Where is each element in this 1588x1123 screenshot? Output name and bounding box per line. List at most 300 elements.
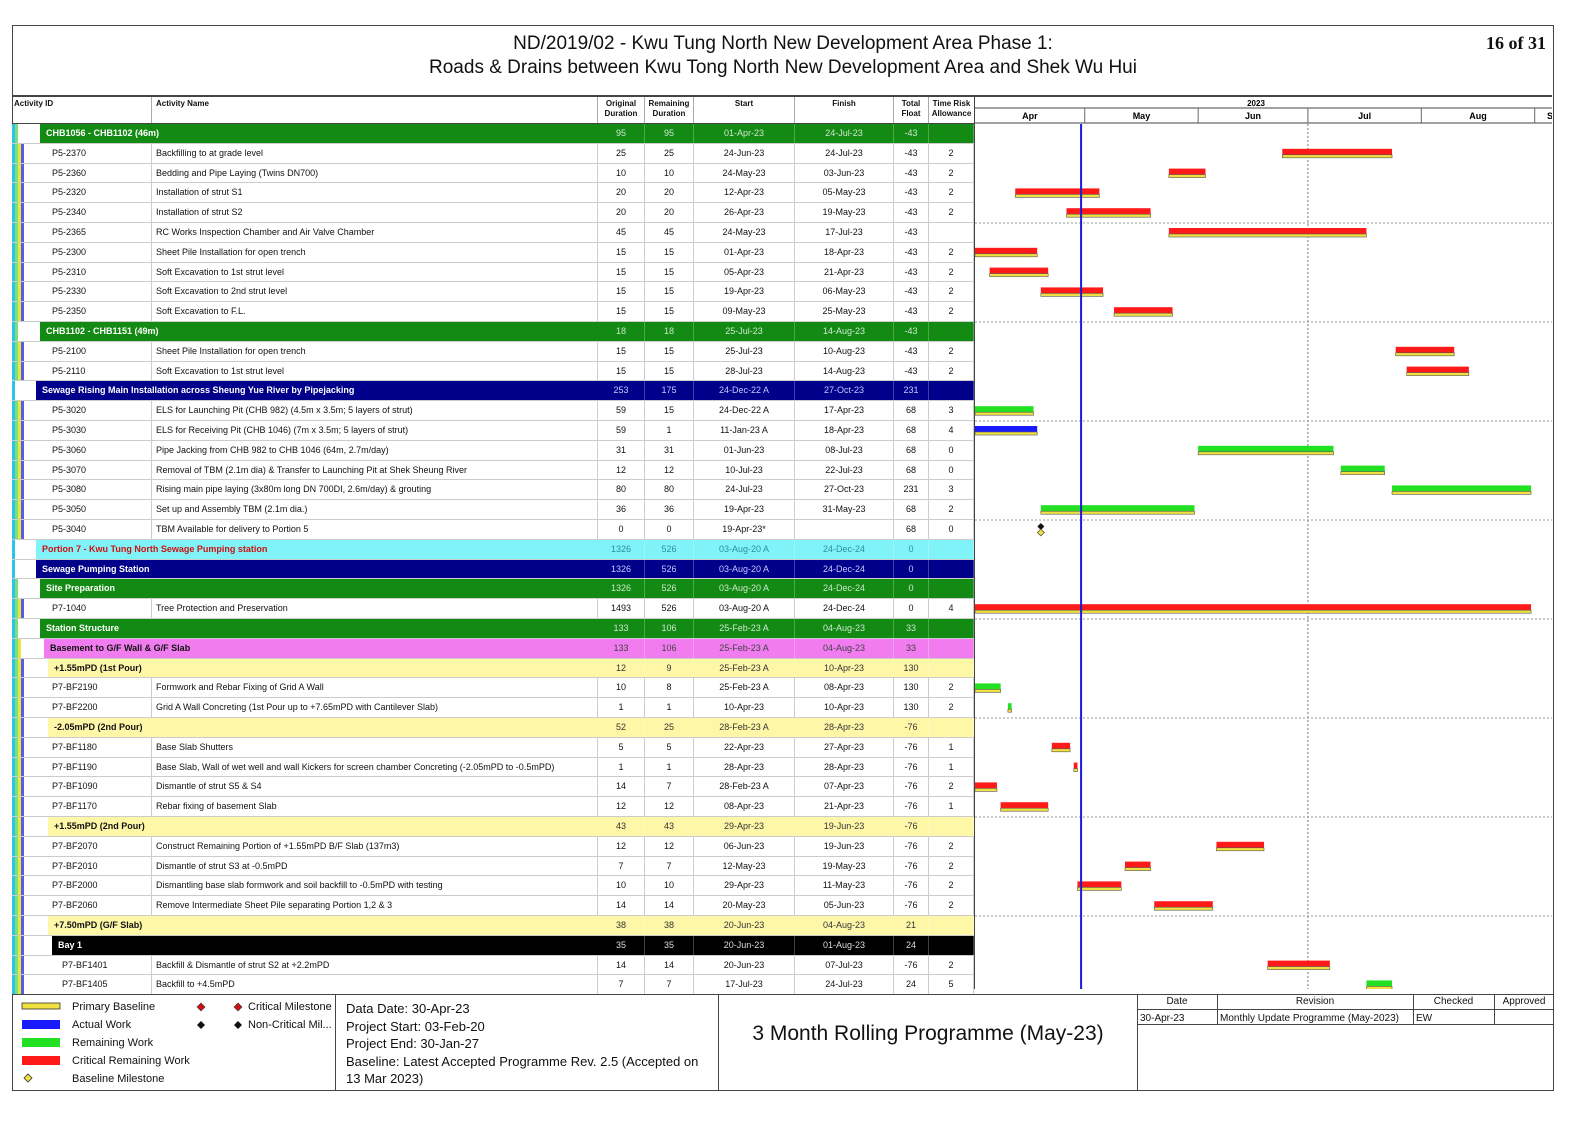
finish-date: 05-Jun-23: [795, 896, 894, 915]
time-risk-allowance: 2: [929, 302, 974, 321]
start-date: 11-Jan-23 A: [694, 421, 795, 440]
total-float: 68: [894, 500, 929, 519]
group-total-float: 33: [894, 639, 929, 658]
group-start: 29-Apr-23: [694, 817, 795, 836]
baseline-bar: [1216, 848, 1264, 851]
original-duration: 1493: [598, 599, 645, 618]
group-time-risk: [929, 322, 974, 341]
original-duration: 7: [598, 857, 645, 876]
activity-bar: [1341, 466, 1385, 472]
col-finish[interactable]: Finish: [795, 97, 894, 123]
group-remaining-duration: 526: [645, 540, 694, 559]
group-original-duration: 18: [598, 322, 645, 341]
project-info: [346, 1000, 711, 1088]
legend-critical-work: Critical Remaining Work: [72, 1055, 190, 1067]
outline-stripe: [15, 619, 18, 638]
finish-date: 07-Jul-23: [795, 956, 894, 975]
col-original-duration-l2: Duration: [604, 109, 638, 118]
legend-critical-milestone: Critical Milestone: [248, 1001, 332, 1013]
start-date: 03-Aug-20 A: [694, 599, 795, 618]
finish-date: 24-Jul-23: [795, 144, 894, 163]
activity-row[interactable]: [12, 738, 974, 758]
group-remaining-duration: 106: [645, 619, 694, 638]
activity-row[interactable]: [12, 857, 974, 877]
activity-id: P7-BF1170: [12, 797, 152, 816]
activity-row[interactable]: [12, 758, 974, 778]
group-finish: 24-Dec-24: [795, 540, 894, 559]
original-duration: 10: [598, 876, 645, 895]
activity-bar: [1268, 961, 1330, 967]
start-date: 10-Jul-23: [694, 461, 795, 480]
remaining-duration: 1: [645, 758, 694, 777]
start-date: 09-May-23: [694, 302, 795, 321]
activity-id: P5-3020: [12, 401, 152, 420]
baseline-bar: [975, 412, 1034, 415]
activity-row[interactable]: [12, 164, 974, 184]
footer-divider: [718, 994, 719, 1091]
month-label: Apr: [1022, 111, 1038, 121]
baseline-bar: [1282, 155, 1392, 158]
month-label: Aug: [1469, 111, 1487, 121]
remaining-duration: 5: [645, 738, 694, 757]
group-finish: 24-Dec-24: [795, 560, 894, 579]
activity-row[interactable]: [12, 282, 974, 302]
group-row[interactable]: [12, 639, 974, 659]
baseline-bar: [1001, 808, 1049, 811]
finish-date: 27-Apr-23: [795, 738, 894, 757]
baseline-bar: [1169, 234, 1367, 237]
total-float: -76: [894, 896, 929, 915]
project-end: Project End: 30-Jan-27: [346, 1036, 479, 1051]
activity-id: P7-BF1405: [12, 975, 152, 994]
baseline-note: Baseline: Latest Accepted Programme Rev. 2.5 (Accepted on 13 Mar 2023): [346, 1053, 699, 1086]
total-float: -76: [894, 777, 929, 796]
group-total-float: -76: [894, 718, 929, 737]
revision-date-header: Date: [1166, 996, 1188, 1007]
time-risk-allowance: 2: [929, 777, 974, 796]
finish-date: 06-May-23: [795, 282, 894, 301]
legend-primary-baseline: Primary Baseline: [72, 1001, 156, 1013]
activity-id: P5-3030: [12, 421, 152, 440]
activity-row[interactable]: [12, 975, 974, 995]
activity-row[interactable]: [12, 302, 974, 322]
outline-stripe: [12, 560, 15, 579]
activity-row[interactable]: [12, 263, 974, 283]
remaining-duration: 80: [645, 480, 694, 499]
group-label: Sewage Pumping Station: [42, 563, 150, 574]
activity-name: Base Slab, Wall of wet well and wall Kickers for screen chamber Concreting (-2.05mPD to -0.5mPD): [152, 758, 598, 777]
activity-row[interactable]: [12, 362, 974, 382]
total-float: -43: [894, 282, 929, 301]
original-duration: 10: [598, 678, 645, 697]
activity-bar: [1015, 188, 1099, 194]
group-finish: 10-Apr-23: [795, 659, 894, 678]
finish-date: 27-Oct-23: [795, 480, 894, 499]
activity-name: TBM Available for delivery to Portion 5: [152, 520, 598, 539]
activity-row[interactable]: [12, 401, 974, 421]
group-time-risk: [929, 560, 974, 579]
group-row[interactable]: [12, 579, 974, 599]
remaining-duration: 36: [645, 500, 694, 519]
activity-bar: [1052, 743, 1070, 749]
finish-date: 31-May-23: [795, 500, 894, 519]
finish-date: 24-Dec-24: [795, 599, 894, 618]
activity-name: ELS for Launching Pit (CHB 982) (4.5m x 3.5m; 5 layers of strut): [152, 401, 598, 420]
group-time-risk: [929, 916, 974, 935]
total-float: -43: [894, 203, 929, 222]
group-remaining-duration: 25: [645, 718, 694, 737]
activity-bar: [1392, 485, 1531, 491]
activity-row[interactable]: [12, 203, 974, 223]
activity-id: P5-2310: [12, 263, 152, 282]
activity-row[interactable]: [12, 956, 974, 976]
remaining-duration: 1: [645, 698, 694, 717]
activity-id: P7-BF2190: [12, 678, 152, 697]
group-total-float: 0: [894, 560, 929, 579]
col-original-duration[interactable]: [598, 97, 645, 123]
activity-id: P5-2330: [12, 282, 152, 301]
start-date: 01-Apr-23: [694, 243, 795, 262]
remaining-duration: 20: [645, 183, 694, 202]
activity-row[interactable]: [12, 342, 974, 362]
activity-id: P5-2340: [12, 203, 152, 222]
group-time-risk: [929, 639, 974, 658]
activity-id: P5-3050: [12, 500, 152, 519]
group-label: +7.50mPD (G/F Slab): [54, 920, 143, 930]
activity-name: Rebar fixing of basement Slab: [152, 797, 598, 816]
baseline-bar: [1154, 907, 1213, 910]
activity-bar: [975, 248, 1037, 254]
group-finish: 04-Aug-23: [795, 619, 894, 638]
time-risk-allowance: 2: [929, 203, 974, 222]
critical-milestone-icon: [197, 1003, 205, 1011]
group-start: 03-Aug-20 A: [694, 560, 795, 579]
original-duration: 10: [598, 164, 645, 183]
baseline-bar: [1074, 769, 1078, 772]
revision-row-line: [1137, 1024, 1554, 1025]
activity-row[interactable]: [12, 876, 974, 896]
col-activity-id[interactable]: Activity ID: [12, 97, 152, 123]
group-row[interactable]: [12, 322, 974, 342]
activity-row[interactable]: [12, 461, 974, 481]
remaining-duration: 14: [645, 956, 694, 975]
time-risk-allowance: 0: [929, 461, 974, 480]
finish-date: 03-Jun-23: [795, 164, 894, 183]
group-total-float: 24: [894, 936, 929, 955]
col-activity-name[interactable]: Activity Name: [152, 97, 598, 123]
baseline-bar: [1066, 214, 1150, 217]
original-duration: 31: [598, 441, 645, 460]
remaining-duration: 12: [645, 837, 694, 856]
finish-date: 10-Apr-23: [795, 698, 894, 717]
project-subtitle: Roads & Drains between Kwu Tong North New Development Area and Shek Wu Hui: [429, 57, 1137, 78]
activity-id: P7-BF1180: [12, 738, 152, 757]
time-risk-allowance: 1: [929, 797, 974, 816]
group-time-risk: [929, 659, 974, 678]
activity-bar: [1216, 842, 1264, 848]
outline-stripe: [15, 124, 18, 143]
activity-row[interactable]: [12, 896, 974, 916]
total-float: 0: [894, 599, 929, 618]
activity-name: Backfilling to at grade level: [152, 144, 598, 163]
start-date: 28-Apr-23: [694, 758, 795, 777]
remaining-duration: 8: [645, 678, 694, 697]
col-time-risk-l1: Time Risk: [932, 99, 971, 108]
month-label: Jul: [1358, 111, 1372, 121]
baseline-bar: [1366, 986, 1392, 989]
baseline-bar: [1392, 491, 1531, 494]
activity-id: P5-3080: [12, 480, 152, 499]
time-risk-allowance: 1: [929, 758, 974, 777]
original-duration: 14: [598, 956, 645, 975]
group-label: CHB1056 - CHB1102 (46m): [46, 128, 160, 138]
total-float: -43: [894, 362, 929, 381]
activity-id: P5-2370: [12, 144, 152, 163]
total-float: 68: [894, 461, 929, 480]
total-float: 68: [894, 441, 929, 460]
group-original-duration: 1326: [598, 579, 645, 598]
total-float: -76: [894, 956, 929, 975]
month-label: Jun: [1245, 111, 1262, 121]
remaining-duration: 7: [645, 777, 694, 796]
time-risk-allowance: 5: [929, 975, 974, 994]
finish-date: 05-May-23: [795, 183, 894, 202]
original-duration: 20: [598, 183, 645, 202]
start-date: 22-Apr-23: [694, 738, 795, 757]
activity-row[interactable]: [12, 698, 974, 718]
total-float: -43: [894, 302, 929, 321]
time-risk-allowance: 2: [929, 956, 974, 975]
group-original-duration: 1326: [598, 560, 645, 579]
baseline-bar: [1008, 709, 1012, 712]
start-date: 26-Apr-23: [694, 203, 795, 222]
outline-stripe: [12, 381, 15, 400]
revision-description: Monthly Update Programme (May-2023): [1220, 1013, 1399, 1024]
total-float: -43: [894, 144, 929, 163]
time-risk-allowance: 2: [929, 500, 974, 519]
original-duration: 15: [598, 282, 645, 301]
group-row[interactable]: [12, 540, 974, 560]
activity-bar: [1114, 307, 1173, 313]
group-total-float: 231: [894, 381, 929, 400]
outline-stripe: [15, 322, 18, 341]
baseline-bar: [990, 274, 1049, 277]
activity-id: P5-2320: [12, 183, 152, 202]
outline-stripe: [21, 718, 24, 737]
col-total-float[interactable]: [894, 97, 929, 123]
group-row[interactable]: [12, 124, 974, 144]
remaining-duration: 15: [645, 342, 694, 361]
col-original-duration-l1: Original: [605, 99, 637, 108]
group-finish: 01-Aug-23: [795, 936, 894, 955]
group-remaining-duration: 175: [645, 381, 694, 400]
group-original-duration: 52: [598, 718, 645, 737]
time-risk-allowance: 2: [929, 698, 974, 717]
revision-checked: EW: [1416, 1013, 1433, 1024]
finish-date: 21-Apr-23: [795, 797, 894, 816]
remaining-duration: 15: [645, 263, 694, 282]
activity-bar: [1125, 862, 1151, 868]
finish-date: 19-May-23: [795, 857, 894, 876]
group-total-float: -76: [894, 817, 929, 836]
finish-date: 07-Apr-23: [795, 777, 894, 796]
time-risk-allowance: 2: [929, 896, 974, 915]
activity-name: Base Slab Shutters: [152, 738, 598, 757]
group-label: Portion 7 - Kwu Tung North Sewage Pumping station: [42, 543, 268, 554]
total-float: 68: [894, 520, 929, 539]
baseline-bar: [1041, 511, 1195, 514]
baseline-bar: [975, 689, 1001, 692]
total-float: 130: [894, 678, 929, 697]
time-risk-allowance: 2: [929, 263, 974, 282]
non-critical-milestone-icon: [234, 1021, 242, 1029]
activity-bar: [975, 683, 1001, 689]
total-float: -43: [894, 223, 929, 242]
finish-date: 18-Apr-23: [795, 243, 894, 262]
activity-row[interactable]: [12, 223, 974, 243]
remaining-duration: 45: [645, 223, 694, 242]
activity-row[interactable]: [12, 797, 974, 817]
total-float: -43: [894, 263, 929, 282]
group-original-duration: 133: [598, 639, 645, 658]
total-float: -76: [894, 797, 929, 816]
original-duration: 5: [598, 738, 645, 757]
outline-stripe: [12, 540, 15, 559]
month-label: S: [1546, 111, 1553, 121]
activity-row[interactable]: [12, 480, 974, 500]
activity-row[interactable]: [12, 441, 974, 461]
start-date: 28-Jul-23: [694, 362, 795, 381]
activity-bar: [1169, 228, 1367, 234]
group-time-risk: [929, 579, 974, 598]
start-date: 25-Jul-23: [694, 342, 795, 361]
start-date: 24-May-23: [694, 164, 795, 183]
group-row[interactable]: [12, 659, 974, 679]
activity-id: P5-3060: [12, 441, 152, 460]
data-date: Data Date: 30-Apr-23: [346, 1001, 470, 1016]
activity-row[interactable]: [12, 183, 974, 203]
finish-date: 08-Apr-23: [795, 678, 894, 697]
group-start: 03-Aug-20 A: [694, 540, 795, 559]
project-title: ND/2019/02 - Kwu Tung North New Development Area Phase 1:: [513, 33, 1053, 54]
activity-id: P7-BF2200: [12, 698, 152, 717]
activity-row[interactable]: [12, 144, 974, 164]
group-row[interactable]: [12, 718, 974, 738]
legend-remaining-work: Remaining Work: [72, 1037, 154, 1049]
group-remaining-duration: 526: [645, 560, 694, 579]
legend-swatches: [18, 1001, 63, 1087]
activity-name: Formwork and Rebar Fixing of Grid A Wall: [152, 678, 598, 697]
col-start[interactable]: Start: [694, 97, 795, 123]
col-time-risk-l2: Allowance: [931, 109, 972, 118]
group-row[interactable]: [12, 381, 974, 401]
activity-row[interactable]: [12, 777, 974, 797]
activity-row[interactable]: [12, 520, 974, 540]
activity-row[interactable]: [12, 599, 974, 619]
group-total-float: 0: [894, 579, 929, 598]
legend-noncritical-milestone: Non-Critical Mil...: [248, 1019, 332, 1031]
total-float: 130: [894, 698, 929, 717]
group-remaining-duration: 35: [645, 936, 694, 955]
group-row[interactable]: [12, 619, 974, 639]
original-duration: 15: [598, 362, 645, 381]
month-label: May: [1132, 111, 1151, 121]
activity-row[interactable]: [12, 678, 974, 698]
original-duration: 59: [598, 401, 645, 420]
group-original-duration: 95: [598, 124, 645, 143]
start-date: 19-Apr-23*: [694, 520, 795, 539]
finish-date: 10-Aug-23: [795, 342, 894, 361]
remaining-duration: 15: [645, 362, 694, 381]
activity-row[interactable]: [12, 500, 974, 520]
activity-id: P7-BF1190: [12, 758, 152, 777]
time-risk-allowance: 1: [929, 738, 974, 757]
col-time-risk[interactable]: [929, 97, 974, 123]
activity-name: Soft Excavation to 1st strut level: [152, 263, 598, 282]
finish-date: [795, 520, 894, 539]
activity-id: P7-BF2060: [12, 896, 152, 915]
total-float: -43: [894, 164, 929, 183]
finish-date: 19-Jun-23: [795, 837, 894, 856]
total-float: -76: [894, 876, 929, 895]
time-risk-allowance: 2: [929, 144, 974, 163]
start-date: 19-Apr-23: [694, 282, 795, 301]
remaining-duration: 7: [645, 975, 694, 994]
baseline-milestone-marker: [1037, 529, 1044, 536]
legend-baseline-milestone: Baseline Milestone: [72, 1073, 165, 1085]
start-date: 12-May-23: [694, 857, 795, 876]
group-row[interactable]: [12, 936, 974, 956]
activity-name: Rising main pipe laying (3x80m long DN 700DI, 2.6m/day) & grouting: [152, 480, 598, 499]
remaining-duration: 25: [645, 144, 694, 163]
group-label: +1.55mPD (2nd Pour): [54, 821, 145, 831]
outline-stripe: [18, 639, 21, 658]
group-row[interactable]: [12, 817, 974, 837]
total-float: -43: [894, 342, 929, 361]
activity-row[interactable]: [12, 421, 974, 441]
total-float: -76: [894, 857, 929, 876]
group-start: 20-Jun-23: [694, 916, 795, 935]
time-risk-allowance: 2: [929, 164, 974, 183]
group-start: 28-Feb-23 A: [694, 718, 795, 737]
time-risk-allowance: 3: [929, 401, 974, 420]
activity-id: P7-1040: [12, 599, 152, 618]
total-float: -76: [894, 738, 929, 757]
group-remaining-duration: 9: [645, 659, 694, 678]
activity-bar: [1282, 149, 1392, 155]
col-remaining-duration-l2: Duration: [652, 109, 686, 118]
col-remaining-duration[interactable]: [645, 97, 694, 123]
activity-bar: [975, 604, 1531, 610]
outline-stripe: [21, 916, 24, 935]
finish-date: 11-May-23: [795, 876, 894, 895]
group-start: 25-Jul-23: [694, 322, 795, 341]
activity-name: Grid A Wall Concreting (1st Pour up to +7.65mPD with Cantilever Slab): [152, 698, 598, 717]
group-original-duration: 1326: [598, 540, 645, 559]
group-row[interactable]: [12, 560, 974, 580]
programme-title: 3 Month Rolling Programme (May-23): [752, 1022, 1104, 1045]
activity-bar: [1077, 881, 1121, 887]
baseline-bar: [1077, 887, 1121, 890]
total-float: 68: [894, 401, 929, 420]
group-row[interactable]: [12, 916, 974, 936]
activity-row[interactable]: [12, 243, 974, 263]
start-date: 29-Apr-23: [694, 876, 795, 895]
activity-row[interactable]: [12, 837, 974, 857]
remaining-duration: 31: [645, 441, 694, 460]
time-risk-allowance: 4: [929, 599, 974, 618]
remaining-duration: 526: [645, 599, 694, 618]
